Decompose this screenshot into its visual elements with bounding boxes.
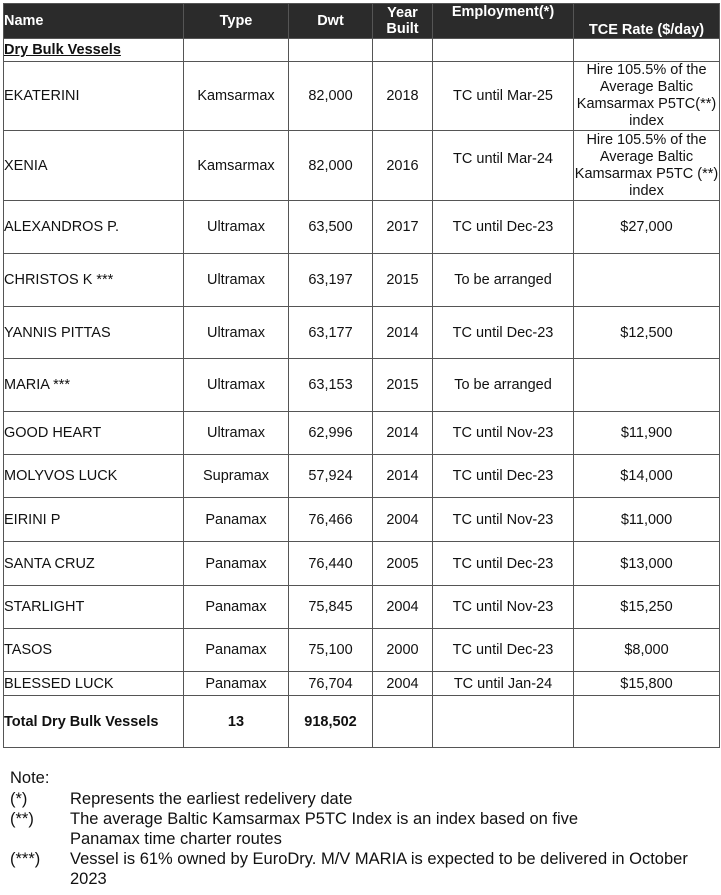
vessel-dwt: 63,500	[289, 201, 373, 254]
vessel-type: Supramax	[184, 455, 289, 498]
empty-cell	[373, 39, 433, 62]
vessel-name: BLESSED LUCK	[4, 672, 184, 696]
vessel-type: Ultramax	[184, 254, 289, 307]
vessel-type: Kamsarmax	[184, 62, 289, 131]
vessel-year: 2014	[373, 455, 433, 498]
vessel-year: 2014	[373, 412, 433, 455]
vessel-tce: $12,500	[574, 307, 720, 359]
header-dwt: Dwt	[289, 4, 373, 39]
note-item	[10, 809, 710, 849]
vessel-employment: TC until Dec-23	[433, 201, 574, 254]
empty-cell	[433, 696, 574, 748]
vessel-year: 2004	[373, 672, 433, 696]
header-year-built: Year Built	[373, 4, 433, 39]
note-text: Vessel is 61% owned by EuroDry. M/V MARIA is expected to be delivered in October 2023	[70, 850, 688, 888]
vessel-type: Ultramax	[184, 201, 289, 254]
vessel-type: Panamax	[184, 542, 289, 586]
total-row	[4, 696, 720, 748]
vessel-tce: Hire 105.5% of the Average Baltic Kamsarmax P5TC(**) index	[574, 62, 720, 131]
note-text: Represents the earliest redelivery date	[70, 790, 353, 808]
vessel-tce: Hire 105.5% of the Average Baltic Kamsarmax P5TC (**) index	[574, 131, 719, 199]
vessel-employment: TC until Nov-23	[433, 586, 574, 629]
table-row	[4, 201, 720, 254]
vessel-dwt: 63,197	[289, 254, 373, 307]
vessel-tce: $13,000	[574, 542, 720, 586]
empty-cell	[433, 39, 574, 62]
vessel-type: Panamax	[184, 498, 289, 542]
section-row	[4, 39, 720, 62]
vessel-name: EIRINI P	[4, 498, 184, 542]
notes-section	[10, 768, 710, 889]
note-item	[10, 789, 710, 809]
total-label: Total Dry Bulk Vessels	[4, 696, 184, 748]
vessel-name: SANTA CRUZ	[4, 542, 184, 586]
vessel-type: Panamax	[184, 586, 289, 629]
header-type: Type	[184, 4, 289, 39]
vessel-type: Ultramax	[184, 412, 289, 455]
vessel-dwt: 82,000	[289, 62, 373, 131]
vessel-dwt: 75,100	[289, 629, 373, 672]
empty-cell	[574, 39, 720, 62]
empty-cell	[184, 39, 289, 62]
vessel-name: XENIA	[4, 131, 184, 201]
vessel-dwt: 63,177	[289, 307, 373, 359]
table-row	[4, 307, 720, 359]
empty-cell	[373, 696, 433, 748]
vessel-year: 2017	[373, 201, 433, 254]
vessel-dwt: 82,000	[289, 131, 373, 201]
vessel-employment: TC until Dec-23	[433, 307, 574, 359]
vessel-year: 2016	[373, 131, 433, 201]
vessel-name: MOLYVOS LUCK	[4, 455, 184, 498]
vessel-type: Kamsarmax	[184, 131, 289, 201]
vessel-year: 2004	[373, 586, 433, 629]
section-title: Dry Bulk Vessels	[4, 39, 184, 62]
total-count: 13	[184, 696, 289, 748]
vessel-type: Panamax	[184, 672, 289, 696]
table-row	[4, 498, 720, 542]
vessel-year: 2000	[373, 629, 433, 672]
vessel-employment: TC until Nov-23	[433, 412, 574, 455]
vessel-year: 2005	[373, 542, 433, 586]
empty-cell	[574, 696, 720, 748]
vessel-tce: $15,800	[574, 672, 720, 696]
vessel-employment: TC until Dec-23	[433, 455, 574, 498]
table-row	[4, 359, 720, 412]
vessel-name: STARLIGHT	[4, 586, 184, 629]
total-dwt: 918,502	[289, 696, 373, 748]
vessel-type: Ultramax	[184, 307, 289, 359]
vessel-name: ALEXANDROS P.	[4, 201, 184, 254]
vessel-employment: To be arranged	[433, 254, 574, 307]
vessel-year: 2014	[373, 307, 433, 359]
table-row	[4, 672, 720, 696]
table-row	[4, 629, 720, 672]
vessel-dwt: 76,440	[289, 542, 373, 586]
vessel-dwt: 63,153	[289, 359, 373, 412]
vessel-employment: TC until Dec-23	[433, 542, 574, 586]
vessel-employment: TC until Jan-24	[433, 672, 574, 696]
vessel-employment: TC until Mar-24	[433, 131, 574, 201]
note-mark: (*)	[10, 790, 28, 808]
vessel-employment: TC until Dec-23	[433, 629, 574, 672]
vessel-name: CHRISTOS K ***	[4, 254, 184, 307]
vessel-name: GOOD HEART	[4, 412, 184, 455]
vessel-dwt: 76,704	[289, 672, 373, 696]
vessel-employment: TC until Nov-23	[433, 498, 574, 542]
header-employment: Employment(*)	[433, 4, 574, 39]
vessel-tce: $27,000	[574, 201, 720, 254]
table-row	[4, 412, 720, 455]
header-row	[4, 4, 720, 39]
vessel-tce: $11,900	[574, 412, 720, 455]
note-mark: (**)	[10, 810, 34, 828]
vessel-type: Ultramax	[184, 359, 289, 412]
note-mark: (***)	[10, 850, 41, 868]
table-row	[4, 586, 720, 629]
vessel-tce	[574, 359, 720, 412]
vessel-employment: TC until Mar-25	[433, 62, 574, 131]
header-tce-rate: TCE Rate ($/day)	[574, 4, 720, 39]
table-row	[4, 131, 720, 201]
vessel-name: EKATERINI	[4, 62, 184, 131]
vessel-name: TASOS	[4, 629, 184, 672]
vessel-name: MARIA ***	[4, 359, 184, 412]
vessel-tce: $15,250	[574, 586, 720, 629]
vessel-dwt: 57,924	[289, 455, 373, 498]
table-row	[4, 62, 720, 131]
empty-cell	[289, 39, 373, 62]
vessel-tce: $11,000	[574, 498, 720, 542]
table-row	[4, 542, 720, 586]
vessel-year: 2004	[373, 498, 433, 542]
fleet-table	[3, 3, 720, 748]
notes-title: Note:	[10, 769, 50, 787]
vessel-dwt: 76,466	[289, 498, 373, 542]
header-name: Name	[4, 4, 184, 39]
vessel-name: YANNIS PITTAS	[4, 307, 184, 359]
vessel-employment: To be arranged	[433, 359, 574, 412]
vessel-dwt: 75,845	[289, 586, 373, 629]
vessel-tce	[574, 254, 720, 307]
vessel-year: 2015	[373, 254, 433, 307]
vessel-tce: $8,000	[574, 629, 720, 672]
note-item	[10, 849, 710, 889]
table-row	[4, 455, 720, 498]
table-row	[4, 254, 720, 307]
vessel-type: Panamax	[184, 629, 289, 672]
note-text: The average Baltic Kamsarmax P5TC Index is an index based on five Panamax time charter routes	[70, 810, 579, 848]
vessel-dwt: 62,996	[289, 412, 373, 455]
vessel-year: 2018	[373, 62, 433, 131]
vessel-tce: $14,000	[574, 455, 720, 498]
vessel-year: 2015	[373, 359, 433, 412]
